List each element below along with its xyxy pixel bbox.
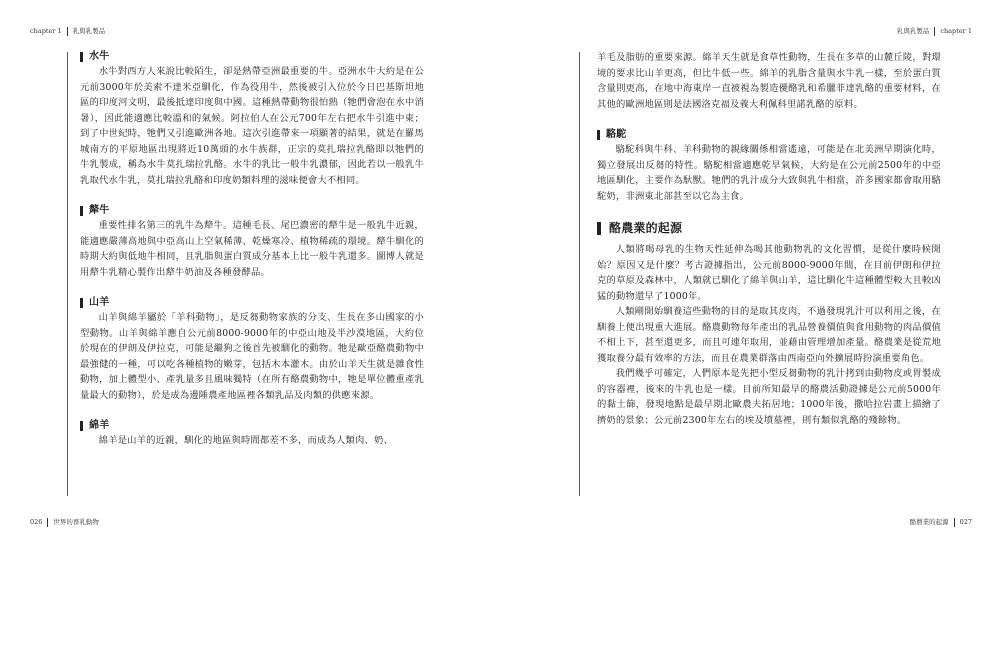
section-heading-camel: 駱駝 xyxy=(597,128,941,142)
chapter-title: 乳與乳製品 xyxy=(72,27,106,35)
right-body-text xyxy=(597,50,941,428)
right-margin-rule xyxy=(579,52,580,496)
left-running-header xyxy=(30,26,105,36)
book-section-title: 世界的畜乳動物 xyxy=(53,518,99,526)
section-heading-goat: 山羊 xyxy=(80,296,424,310)
right-running-header xyxy=(897,26,972,36)
paragraph-sheep: 綿羊是山羊的近親，馴化的地區與時間都差不多，而成為人類肉、奶、 xyxy=(98,435,393,446)
paragraph-origins-2: 人類剛開始馴養這些動物的目的是取其皮肉，不過發現乳汁可以利用之後，在馴養上便出現重大進展。酪農動物每年產出的乳品營養價值與食用動物的肉品價值不相上下，甚至還更多，而且可連年取用，並藉由管理增加產量。酪農業是從荒地獲取養分最有效率的方法，而且在農業群落由西南亞向外擴展時扮演重要角色。 xyxy=(597,306,941,364)
section-heading-water-buffalo: 水牛 xyxy=(80,50,424,64)
right-page xyxy=(500,0,1000,530)
footer-divider xyxy=(47,518,48,527)
left-body-text xyxy=(80,50,424,449)
paragraph-origins-3: 我們幾乎可確定，人們原本是先把小型反芻動物的乳汁拷到由動物皮或胃製成的容器裡，後來的牛乳也是一樣。目前所知最早的酪農活動證據是公元前5000年的黏土篩，發現地點是最早期北歐農夫拓居地；1000年後，撒哈拉岩畫上描繪了擠奶的景象；公元前2300年左右的埃及墳墓裡，則有類似乳酪的殘餘物。 xyxy=(597,368,941,426)
footer-divider xyxy=(954,518,955,527)
paragraph-origins-1: 人類將喝母乳的生物天性延伸為喝其他動物乳的文化習慣，是從什麼時候開始？原因又是什麼？考古證據指出，公元前8000-9000年間，在目前伊朗和伊拉克的草原及森林中，人類就已馴化了綿羊與山羊，這比馴化牛這種體型較大且較凶猛的動物還早了1000年。 xyxy=(597,244,941,302)
right-footer xyxy=(910,517,972,527)
section-heading-dairy-origins: 酪農業的起源 xyxy=(597,220,941,236)
chapter-label: chapter 1 xyxy=(30,27,62,35)
paragraph-sheep-continued: 羊毛及脂肪的重要來源。綿羊天生就是食草性動物，生長在多草的山麓丘陵，對環境的要求比山羊更高，但比牛低一些。綿羊的乳脂含量與水牛乳一樣，至於蛋白質含量則更高，在地中海東岸一直被視為製造優酪乳和希臘菲達乳酪的重要材料，在其他的歐洲地區則是法國洛克福及義大利佩科里諾乳酪的原料。 xyxy=(597,52,941,110)
paragraph-camel: 駱駝科與牛科、羊科動物的親緣關係相當遙遠，可能是在北美洲早期演化時，獨立發展出反芻的特性。駱駝相當適應乾旱氣候，大約是在公元前2500年的中亞地區馴化，主要作為馱獸。牠們的乳汁成分大致與乳牛相當，許多國家都會取用駱駝奶，非洲東北部甚至以它為主食。 xyxy=(597,144,941,202)
paragraph-yak: 重要性排名第三的乳牛為犛牛。這種毛長、尾巴濃密的犛牛是一般乳牛近親，能適應嚴薄高地與中亞高山上空氣稀薄、乾燥寒冷、植物稀疏的環境。犛牛馴化的時期大約與低地牛相同，且乳脂與蛋白質成分基本上比一般牛乳還多。圖博人就是用犛牛乳精心製作出犛牛奶油及各種發酵品。 xyxy=(80,220,424,278)
section-title-footer: 酪農業的起源 xyxy=(909,518,949,526)
chapter-label: chapter 1 xyxy=(940,27,972,35)
left-page xyxy=(0,0,500,530)
section-heading-yak: 犛牛 xyxy=(80,204,424,218)
paragraph-water-buffalo: 水牛對西方人來說比較陌生，卻是熱帶亞洲最重要的牛。亞洲水牛大約是在公元前3000年於美索不達米亞馴化，作為役用牛，然後被引入位於今日巴基斯坦地區的印度河文明，最後抵達印度與中國。這種熱帶動物很怕熱（牠們會泡在水中消暑），因此能適應比較溫和的氣候。阿拉伯人在公元700年左右把水牛引進中東；到了中世紀時，牠們又引進歐洲各地。這次引進帶來一項顯著的結果，就是在羅馬城南方的平原地區出現將近10萬頭的水牛族群，正宗的莫扎瑞拉乳酪即以牠們的牛乳製成，稱為水牛莫扎瑞拉乳酪。水牛的乳比一般牛乳濃郁，因此若以一般乳牛乳取代水牛乳，莫扎瑞拉乳酪和印度奶類料理的滋味便會大不相同。 xyxy=(80,66,424,186)
chapter-title: 乳與乳製品 xyxy=(896,27,930,35)
section-heading-sheep: 綿羊 xyxy=(80,419,424,433)
left-footer xyxy=(30,517,99,527)
header-divider xyxy=(67,27,68,36)
header-divider xyxy=(934,27,935,36)
page-number-right: 027 xyxy=(959,518,972,526)
paragraph-goat: 山羊與綿羊屬於「羊科動物」，是反芻動物家族的分支、生長在多山國家的小型動物。山羊與綿羊應自公元前8000-9000年的中亞山地及半沙漠地區，大約位於現在的伊朗及伊拉克，可能是繼狗之後首先被馴化的動物。牠是歐亞酪農動物中最強健的一種，可以吃各種植物的嫩芽，包括木本灌木。由於山羊天生就是雜食性動物，加上體型小、產乳量多且風味獨特（在所有酪農動物中，牠是單位體重產乳量最大的動物），於是成為邊陲農產地區裡各類乳品及肉類的供應來源。 xyxy=(80,312,424,401)
page-number-left: 026 xyxy=(30,518,43,526)
left-margin-rule xyxy=(67,52,68,496)
